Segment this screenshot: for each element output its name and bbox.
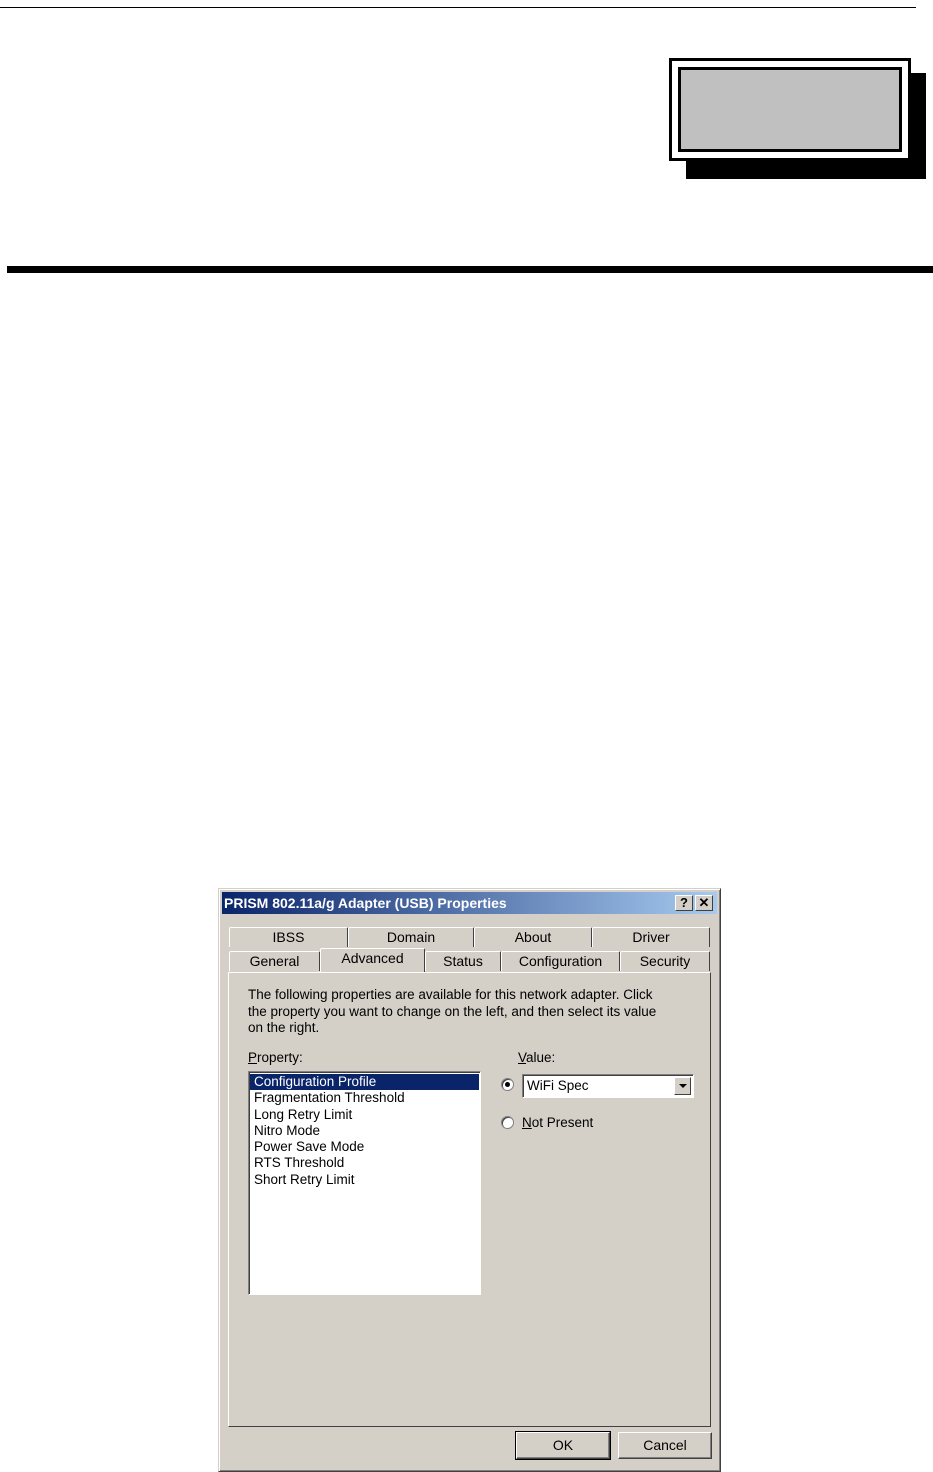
list-item[interactable]: RTS Threshold <box>254 1155 345 1171</box>
list-item[interactable]: Nitro Mode <box>254 1122 321 1138</box>
ok-button[interactable]: OK <box>516 1432 610 1459</box>
dialog-titlebar[interactable] <box>222 892 717 914</box>
list-item[interactable]: Long Retry Limit <box>254 1106 353 1122</box>
tab-driver[interactable]: Driver <box>592 927 710 947</box>
tab-configuration[interactable]: Configuration <box>501 951 620 971</box>
tab-status[interactable]: Status <box>425 951 501 971</box>
advanced-tab-panel <box>228 972 711 1427</box>
close-button[interactable]: ✕ <box>695 895 713 911</box>
chevron-down-icon <box>679 1084 687 1088</box>
property-label <box>248 1050 303 1065</box>
tab-security[interactable]: Security <box>620 951 710 971</box>
list-item[interactable]: Fragmentation Threshold <box>254 1090 405 1106</box>
value-label <box>518 1050 555 1065</box>
tab-domain[interactable]: Domain <box>348 927 474 947</box>
chapter-badge <box>669 58 911 161</box>
property-label-accelerator: P <box>248 1050 258 1065</box>
list-item[interactable]: Configuration Profile <box>250 1074 479 1090</box>
tab-about[interactable]: About <box>474 927 592 947</box>
property-label-text: roperty: <box>257 1050 303 1065</box>
radio-selected-dot <box>505 1082 510 1087</box>
not-present-label[interactable] <box>522 1115 593 1130</box>
tab-general[interactable]: General <box>229 951 320 971</box>
cancel-button[interactable]: Cancel <box>618 1432 712 1459</box>
panel-description: The following properties are available for this network adapter. Click the property you want to change on the left, and then select its value on the right. <box>248 987 657 1035</box>
dropdown-button[interactable] <box>674 1077 691 1095</box>
tab-advanced[interactable]: Advanced <box>320 948 425 972</box>
properties-dialog <box>218 888 721 1472</box>
list-item[interactable]: Short Retry Limit <box>254 1171 355 1187</box>
value-radio[interactable] <box>501 1078 514 1091</box>
value-label-accelerator: V <box>518 1050 527 1065</box>
section-divider <box>7 266 933 273</box>
property-listbox[interactable] <box>248 1071 481 1295</box>
list-item[interactable]: Power Save Mode <box>254 1139 365 1155</box>
dialog-title: PRISM 802.11a/g Adapter (USB) Properties <box>224 895 507 911</box>
value-label-text: alue: <box>526 1050 556 1065</box>
tab-ibss[interactable]: IBSS <box>229 927 348 947</box>
not-present-radio[interactable] <box>501 1116 514 1129</box>
value-dropdown-text: WiFi Spec <box>527 1078 589 1093</box>
header-rule <box>0 7 916 8</box>
value-dropdown[interactable] <box>522 1074 694 1098</box>
chapter-badge-inner <box>678 67 902 152</box>
not-present-accelerator: N <box>522 1115 532 1130</box>
help-button[interactable]: ? <box>675 895 693 911</box>
not-present-text: ot Present <box>531 1115 594 1130</box>
